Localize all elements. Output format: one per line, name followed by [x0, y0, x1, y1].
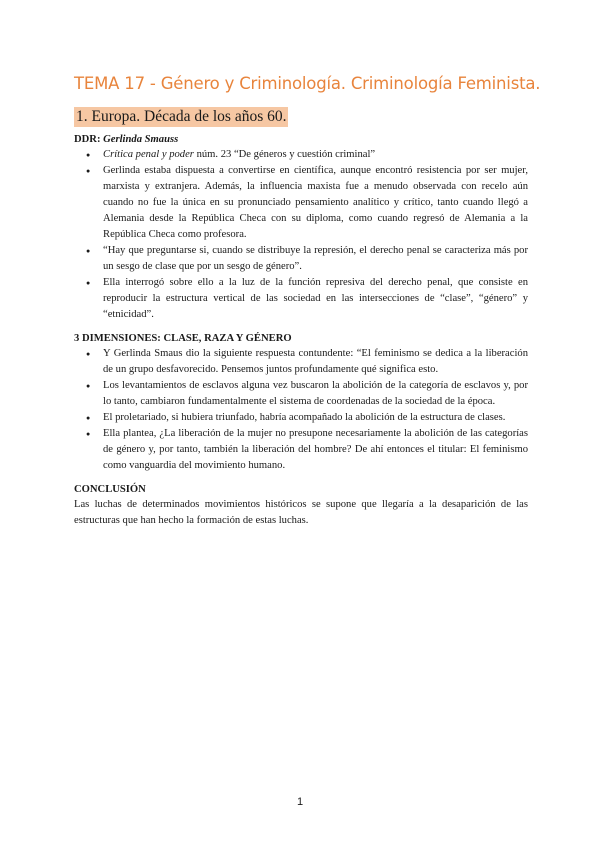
section1-list [74, 147, 528, 323]
list-item: ● Gerlinda estaba dispuesta a convertirse en científica, aunque encontró resistencia por ser mujer, marxista y extranjera. Además, la influencia maxista fue a menudo observada con recelo aún cuando no fue la única en su pronunciado pensamiento analítico y crítico, tanto cuando llegó a Alemania desde la República Checa con su diploma, como cuando regresó de Alemania a la República Checa como profesora. [103, 163, 528, 243]
ddr-label: DDR: [74, 134, 104, 145]
list-item: ● El proletariado, si hubiera triunfado, habría acompañado la abolición de la estructura de clases. [103, 410, 528, 426]
ddr-name: Gerlinda Smauss [103, 134, 179, 145]
list-item [103, 147, 528, 163]
list-item: ● Ella interrogó sobre ello a la luz de la función represiva del derecho penal, que consiste en reproducir la estructura vertical de las sociedad en las intersecciones de “clase”, “género” y “etnicidad”. [103, 275, 528, 323]
list-item: ● Y Gerlinda Smaus dio la siguiente respuesta contundente: “El feminismo se dedica a la liberación de un grupo desfavorecido. Pensemos juntos profundamente qué significa esto. [103, 346, 528, 378]
page-number: 1 [296, 796, 304, 808]
section2-list [74, 346, 528, 474]
book-title: Crítica penal y poder [103, 149, 194, 160]
ddr-line [74, 134, 528, 145]
document-page [74, 74, 541, 529]
conclusion-text: Las luchas de determinados movimientos históricos se supone que llegaría a la desaparición de las estructuras que han hecho la formación de estas luchas. [74, 499, 528, 526]
conclusion-heading: CONCLUSIÓN [74, 484, 146, 495]
page-title: TEMA 17 - Género y Criminología. Criminología Feminista. [74, 74, 541, 93]
list-item: ● Los levantamientos de esclavos alguna vez buscaron la abolición de la categoría de esclavos y, por lo tanto, cambiaron fundamentalmente el sistema de coordenadas de la sociedad de la época. [103, 378, 528, 410]
list-item: ● Ella plantea, ¿La liberación de la mujer no presupone necesariamente la abolición de las categorías de género y, por tanto, también la liberación del hombre? De ahí entonces el titular: El feminismo como vanguardia del movimiento humano. [103, 426, 528, 474]
book-reference: núm. 23 “De géneros y cuestión criminal” [193, 149, 376, 160]
dimensions-heading: 3 DIMENSIONES: CLASE, RAZA Y GÉNERO [74, 333, 292, 344]
list-item: ● “Hay que preguntarse si, cuando se distribuye la represión, el derecho penal se caracteriza más por un sesgo de clase que por un sesgo de género”. [103, 243, 528, 275]
section-heading-europa: 1. Europa. Década de los años 60. [76, 108, 287, 125]
